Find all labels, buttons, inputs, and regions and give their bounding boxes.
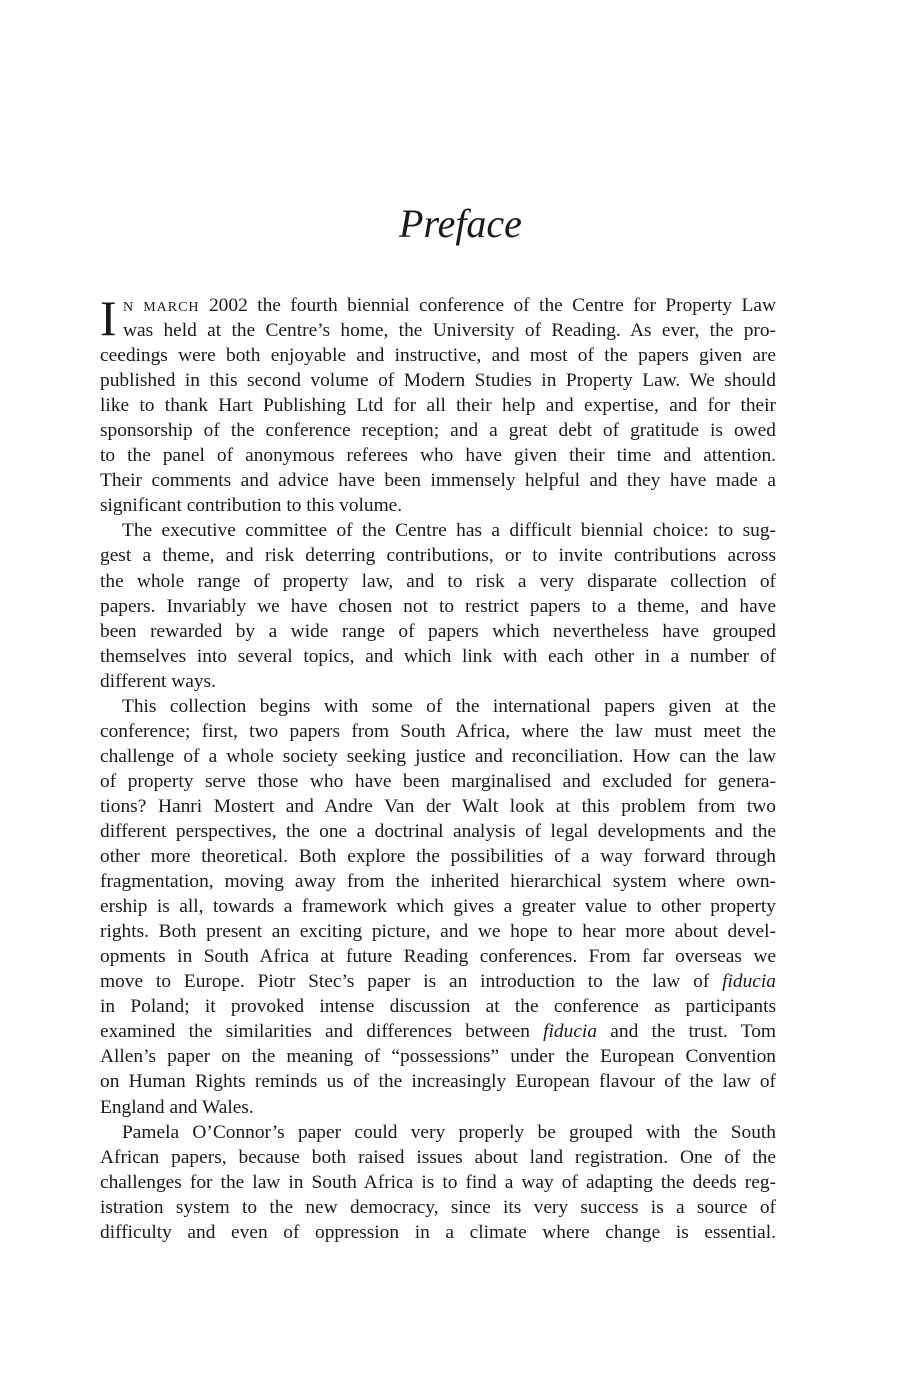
line-text: significant contribution to this volume. (100, 495, 403, 517)
line-text: conference; first, two papers from South Africa, where the law must meet the (100, 720, 776, 742)
text-line (100, 1095, 776, 1120)
text-line (100, 393, 776, 418)
text-line (100, 694, 776, 719)
line-text: papers. Invariably we have chosen not to restrict papers to a theme, and have (100, 595, 776, 617)
text-line (100, 969, 776, 994)
line-text: published in this second volume of Modern Studies in Property Law. We should (100, 370, 776, 392)
text-line (100, 1145, 776, 1170)
text-line (100, 994, 776, 1019)
line-text: 2002 the fourth biennial conference of the Centre for Property Law (199, 295, 776, 316)
line-text: rights. Both present an exciting picture, and we hope to hear more about devel- (100, 921, 776, 943)
small-caps-lead: N MARCH (123, 300, 200, 315)
line-text: fragmentation, moving away from the inherited hierarchical system where own- (100, 871, 776, 893)
line-text: and the trust. Tom (597, 1021, 776, 1043)
text-line (100, 944, 776, 969)
line-text: move to Europe. Piotr Stec’s paper is an introduction to the law of (100, 971, 723, 993)
line-text: Their comments and advice have been immensely helpful and they have made a (100, 470, 776, 492)
text-line (100, 1069, 776, 1094)
line-text: other more theoretical. Both explore the possibilities of a way forward through (100, 846, 776, 868)
line-text: different perspectives, the one a doctrinal analysis of legal developments and the (100, 820, 776, 842)
line-text: sponsorship of the conference reception; and a great debt of gratitude is owed (100, 420, 776, 442)
text-line (100, 594, 776, 619)
line-text: like to thank Hart Publishing Ltd for all their help and expertise, and for their (100, 395, 776, 417)
line-text: istration system to the new democracy, since its very success is a source of (100, 1196, 776, 1218)
line-text: examined the similarities and differences between (100, 1021, 544, 1043)
text-line (100, 619, 776, 644)
text-line (100, 543, 776, 568)
text-line (100, 468, 776, 493)
italic-term: fiducia (543, 1021, 598, 1043)
text-line (100, 518, 776, 543)
preface-body (100, 290, 776, 1245)
text-line (100, 1220, 776, 1245)
text-line (100, 794, 776, 819)
text-line (100, 644, 776, 669)
line-text: opments in South Africa at future Reading conferences. From far overseas we (100, 946, 776, 968)
text-line (100, 1195, 776, 1220)
text-line (100, 318, 776, 343)
text-line (100, 894, 776, 919)
line-text: in Poland; it provoked intense discussion at the conference as participants (100, 996, 776, 1018)
line-text: ership is all, towards a framework which gives a greater value to other property (100, 896, 776, 918)
text-line (100, 443, 776, 468)
line-text: the whole range of property law, and to risk a very disparate collection of (100, 570, 776, 592)
line-text: gest a theme, and risk deterring contributions, or to invite contributions across (100, 545, 776, 567)
line-text: England and Wales. (100, 1096, 254, 1118)
line-text: themselves into several topics, and which link with each other in a number of (100, 645, 776, 667)
text-line (100, 744, 776, 769)
line-text: was held at the Centre’s home, the University of Reading. As ever, the pro- (123, 320, 776, 342)
text-line (100, 1019, 776, 1044)
line-text: to the panel of anonymous referees who have given their time and attention. (100, 445, 776, 467)
text-line (100, 368, 776, 393)
text-line (100, 844, 776, 869)
text-line (100, 819, 776, 844)
text-line (100, 669, 776, 694)
text-line (100, 869, 776, 894)
line-text: of property serve those who have been marginalised and excluded for genera- (100, 770, 776, 792)
text-line (100, 569, 776, 594)
text-line (100, 418, 776, 443)
line-text: challenges for the law in South Africa is to find a way of adapting the deeds reg- (100, 1171, 776, 1193)
text-line (100, 343, 776, 368)
line-text: tions? Hanri Mostert and Andre Van der Walt look at this problem from two (100, 795, 776, 817)
line-text: on Human Rights reminds us of the increasingly European flavour of the law of (100, 1071, 776, 1093)
line-text: different ways. (100, 670, 216, 692)
text-line (100, 1044, 776, 1069)
line-text: ceedings were both enjoyable and instructive, and most of the papers given are (100, 345, 776, 367)
text-line (100, 719, 776, 744)
text-line (100, 919, 776, 944)
text-line (100, 1120, 776, 1145)
text-line (100, 769, 776, 794)
line-text: Allen’s paper on the meaning of “possessions” under the European Convention (100, 1046, 776, 1068)
italic-term: fiducia (722, 971, 776, 993)
line-text: been rewarded by a wide range of papers which nevertheless have grouped (100, 620, 776, 642)
line-text: difficulty and even of oppression in a climate where change is essential. (100, 1221, 776, 1243)
line-text: This collection begins with some of the international papers given at the (122, 695, 776, 717)
line-text: African papers, because both raised issues about land registration. One of the (100, 1146, 776, 1168)
line-text: challenge of a whole society seeking justice and reconciliation. How can the law (100, 745, 776, 767)
text-line (100, 1170, 776, 1195)
text-line (100, 493, 776, 518)
line-text: The executive committee of the Centre has a difficult biennial choice: to sug- (122, 520, 776, 542)
page-title: Preface (399, 201, 522, 246)
line-text: Pamela O’Connor’s paper could very properly be grouped with the South (122, 1121, 776, 1143)
drop-cap: I (100, 290, 117, 346)
